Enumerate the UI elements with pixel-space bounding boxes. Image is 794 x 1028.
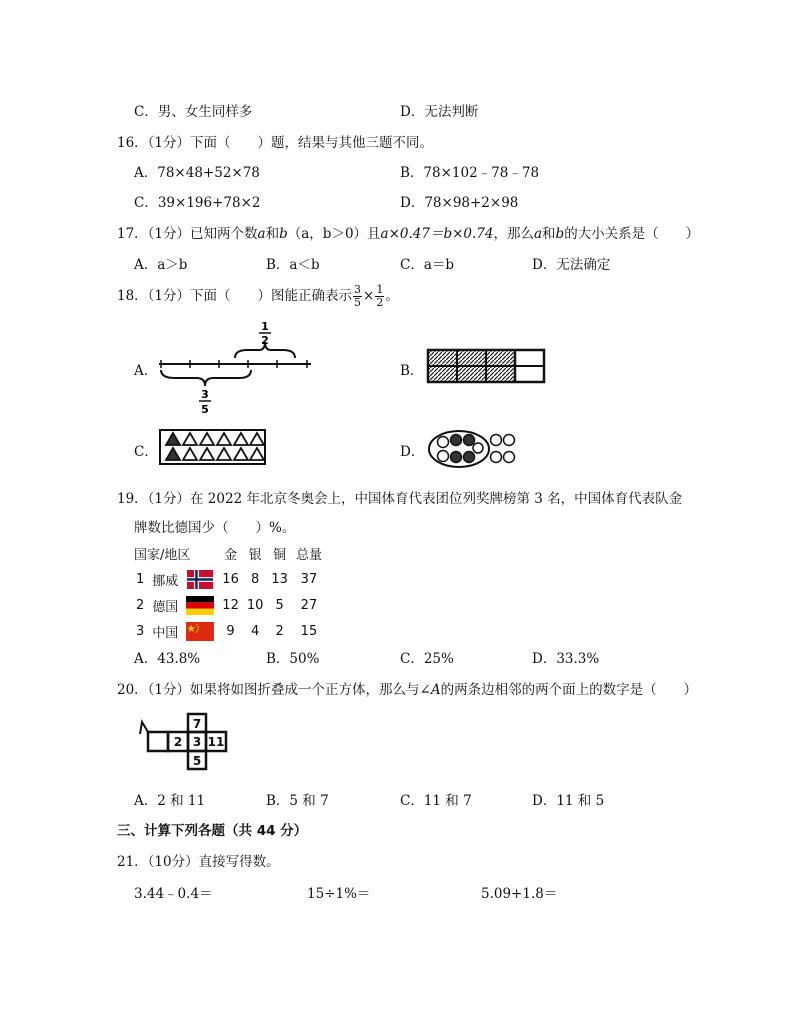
- q20-stem: [117, 678, 697, 698]
- q17-option-c: C．a＝b: [400, 257, 455, 273]
- q18-fig-a-bottom-num: 3: [201, 388, 209, 401]
- rank: 1: [136, 571, 145, 587]
- q20-option-d: D．11 和 5: [532, 793, 605, 809]
- china-flag-icon: [182, 618, 218, 644]
- total-count: 27: [300, 597, 318, 613]
- gold-count: 9: [226, 623, 235, 639]
- q15-option-c: C．男、女生同样多: [134, 104, 253, 120]
- header-total: 总量: [295, 547, 322, 563]
- q18-times: ×: [363, 288, 375, 304]
- q18-option-d: D．: [400, 444, 425, 460]
- q19-option-d: D．33.3%: [532, 651, 600, 667]
- q18-option-a: A．: [134, 363, 158, 379]
- q17-option-b: B．a＜b: [266, 257, 320, 273]
- q19-option-b: B．50%: [266, 651, 320, 667]
- country-name: 挪威: [152, 573, 179, 589]
- norway-flag-icon: [182, 566, 218, 592]
- q20-stem-pre: 20．（1分）如果将如图折叠成一个正方体，那么与: [117, 682, 420, 698]
- country-name: 德国: [152, 599, 179, 615]
- section-3-heading: 三、计算下列各题（共 44 分）: [117, 823, 308, 839]
- q18-stem-pre: 18．（1分）下面（ ）图能正确表示: [117, 288, 353, 304]
- q21-item-3: 5.09+1.8＝: [481, 886, 558, 902]
- q20-stem-post: 的两条边相邻的两个面上的数字是（ ）: [440, 682, 698, 698]
- rank: 3: [136, 623, 145, 639]
- q17-and2: 和: [542, 226, 556, 242]
- header-silver: 银: [248, 547, 262, 563]
- q17-option-a: A．a＞b: [134, 257, 188, 273]
- gold-count: 12: [222, 597, 239, 613]
- q17-and: 和: [265, 226, 280, 242]
- q17-var-b: b: [279, 226, 288, 242]
- q20-option-a: A．2 和 11: [134, 793, 206, 809]
- q17-stem: [117, 222, 699, 242]
- q18-figure-b: [426, 348, 546, 384]
- q19-stem-line2: 牌数比德国少（ ）%。: [134, 520, 296, 536]
- q16-option-c: C．39×196+78×2: [134, 195, 261, 211]
- q18-fraction-1: $\frac{3}{5}$: [354, 283, 362, 309]
- q20-angle: ∠A: [419, 682, 441, 698]
- germany-flag-icon: [182, 592, 218, 618]
- q20-option-c: C．11 和 7: [400, 793, 472, 809]
- q16-stem: 16．（1分）下面（ ）题，结果与其他三题不同。: [117, 135, 434, 151]
- cube-face-5: 5: [192, 754, 202, 768]
- q15-option-d: D．无法判断: [400, 104, 479, 120]
- q20-option-b: B．5 和 7: [266, 793, 329, 809]
- q18-fig-a-top-num: 1: [261, 320, 269, 333]
- q17-option-d: D．无法确定: [532, 257, 611, 273]
- bronze-count: 5: [275, 597, 284, 613]
- q17-var-b2: b: [555, 226, 565, 242]
- q16-option-d: D．78×98+2×98: [400, 195, 519, 211]
- q17-var-a2: a: [533, 226, 543, 242]
- q21-item-2: 15÷1%＝: [307, 886, 371, 902]
- q17-equation: a×0.47＝b×0.74: [380, 226, 494, 242]
- q18-fig-a-bottom-den: 5: [201, 403, 209, 416]
- q17-pre: 17．（1分）已知两个数: [117, 226, 258, 242]
- q17-var-a: a: [257, 226, 266, 242]
- q18-option-c: C．: [134, 444, 158, 460]
- q18-figure-d: [426, 428, 522, 470]
- rank: 2: [136, 597, 145, 613]
- q17-tail: 的大小关系是（ ）: [564, 226, 700, 242]
- q16-option-a: A．78×48+52×78: [134, 165, 260, 181]
- q21-stem: 21．（10分）直接写得数。: [117, 854, 280, 870]
- q17-post: ，那么: [493, 226, 534, 242]
- silver-count: 8: [250, 571, 260, 587]
- gold-count: 16: [222, 571, 239, 587]
- silver-count: 10: [246, 597, 264, 613]
- q18-stem: [117, 284, 399, 309]
- medal-table-header: [132, 540, 326, 566]
- q20-cube-net: [138, 712, 230, 772]
- q18-fraction-2: $\frac{1}{2}$: [376, 283, 384, 309]
- cube-face-7: 7: [192, 717, 202, 731]
- bronze-count: 13: [271, 571, 288, 587]
- q16-option-b: B．78×102﹣78﹣78: [400, 165, 540, 181]
- total-count: 15: [300, 623, 318, 639]
- table-row: [132, 566, 326, 592]
- table-row: [132, 592, 326, 618]
- header-gold: 金: [224, 547, 238, 563]
- q17-cond: （a，b＞0）且: [287, 226, 381, 242]
- q18-figure-a: [155, 318, 315, 416]
- q19-option-a: A．43.8%: [134, 651, 201, 667]
- cube-face-3: 3: [192, 735, 202, 749]
- silver-count: 4: [250, 623, 260, 639]
- cube-face-11: 11: [207, 735, 225, 749]
- q19-option-c: C．25%: [400, 651, 454, 667]
- table-row: [132, 618, 326, 644]
- q19-stem-line1: 19．（1分）在 2022 年北京冬奥会上，中国体育代表团位列奖牌榜第 3 名，中国体育代表队金: [117, 491, 683, 507]
- header-country: 国家/地区: [134, 547, 191, 563]
- q21-item-1: 3.44﹣0.4＝: [134, 886, 213, 902]
- header-bronze: 铜: [273, 547, 287, 563]
- country-name: 中国: [152, 625, 179, 641]
- q18-figure-c: [158, 428, 268, 466]
- total-count: 37: [300, 571, 318, 587]
- q18-stem-post: 。: [385, 288, 399, 304]
- q18-fig-a-top-den: 2: [261, 334, 269, 347]
- bronze-count: 2: [275, 623, 284, 639]
- cube-face-2: 2: [173, 735, 183, 749]
- q18-option-b: B．: [400, 363, 424, 379]
- medal-table: [132, 540, 326, 644]
